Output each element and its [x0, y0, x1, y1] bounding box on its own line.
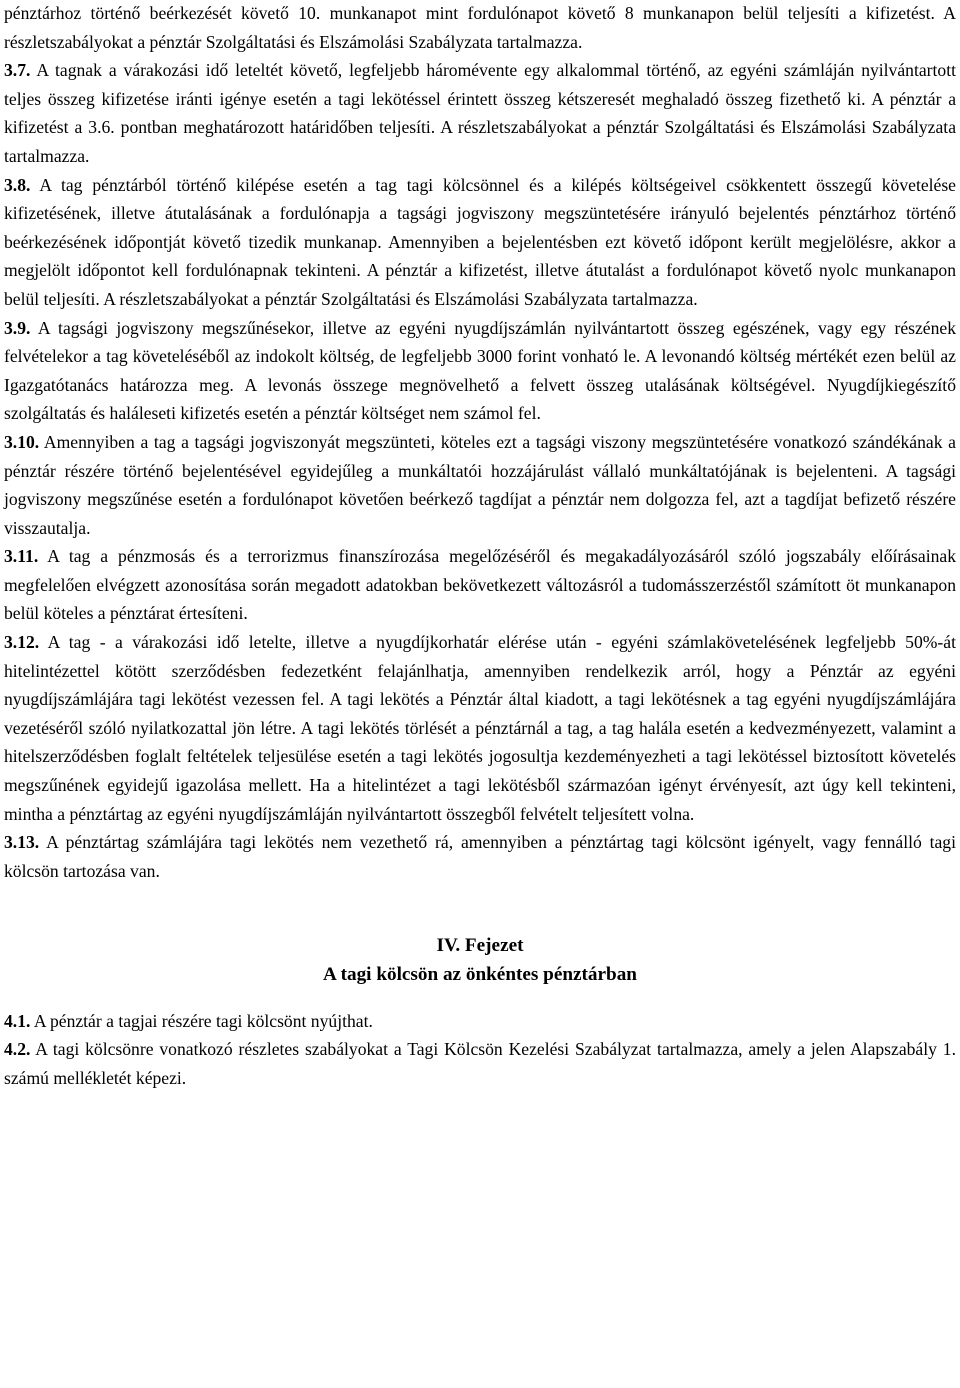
paragraph-number: 4.1.	[4, 1010, 31, 1031]
paragraph-number: 3.8.	[4, 174, 31, 195]
paragraph-3-12	[4, 628, 956, 828]
paragraph-text: A pénztár a tagjai részére tagi kölcsönt nyújthat.	[33, 1010, 373, 1031]
paragraph-number: 4.2.	[4, 1039, 31, 1060]
chapter-number: IV. Fejezet	[436, 935, 524, 957]
paragraph-number: 3.10.	[4, 431, 40, 452]
paragraph-text: pénztárhoz történő beérkezését követő 10. munkanapot mint fordulónapot követő 8 munkanapon belül teljesíti a kifizetést. A részletszabályokat a pénztár Szolgáltatási és Elszámolási Szabályzata tartalmazza.	[4, 3, 956, 52]
paragraph-continuation	[4, 0, 956, 56]
document-page	[4, 0, 956, 1092]
paragraph-4-2	[4, 1035, 956, 1092]
paragraph-3-8	[4, 171, 956, 314]
paragraph-text: Amennyiben a tag a tagsági jogviszonyát megszünteti, köteles ezt a tagsági viszony megszüntetésére vonatkozó szándékának a pénztár részére történő bejelentésével egyidejűleg a munkáltatói hozzájárulást vállaló munkáltatójának is bejelenteni. A tagsági jogviszony megszűnése esetén a fordulónapot követően beérkező tagdíjat a pénztár nem dolgozza fel, azt a tagdíjat befizető részére visszautalja.	[4, 431, 956, 538]
paragraph-number: 3.11.	[4, 546, 39, 567]
paragraph-3-13	[4, 828, 956, 885]
paragraph-text: A tag pénztárból történő kilépése esetén a tag tagi kölcsönnel és a kilépés költségeivel csökkentett összegű követelése kifizetésének, illetve átutalásának a fordulónapja a tagsági jogviszony megszüntetésére irányuló bejelentés pénztárhoz történő beérkezésének időpontját követő tizedik munkanap. Amennyiben a bejelentésben ezt követő időpont került megjelölésre, akkor a megjelölt időpontot kell fordulónapnak tekinteni. A pénztár a kifizetést, illetve átutalást a fordulónapot követő nyolc munkanapon belül teljesíti. A részletszabályokat a pénztár Szolgáltatási és Elszámolási Szabályzata tartalmazza.	[4, 174, 956, 309]
paragraph-number: 3.7.	[4, 60, 31, 81]
paragraph-3-11	[4, 542, 956, 628]
paragraph-text: A tagsági jogviszony megszűnésekor, illetve az egyéni nyugdíjszámlán nyilvántartott összeg egészének, vagy egy részének felvételekor a tag követeléséből az indokolt költség, de legfeljebb 3000 forint vonható le. A levonandó költség mértékét ezen belül az Igazgatótanács határozza meg. A levonás összege megnövelhető a felvett összeg utalásának költségével. Nyugdíjkiegészítő szolgáltatás és haláleseti kifizetés esetén a pénztár költséget nem számol fel.	[4, 317, 956, 424]
paragraph-number: 3.13.	[4, 832, 40, 853]
paragraph-text: A tag - a várakozási idő letelte, illetve a nyugdíjkorhatár elérése után - egyéni számlakövetelésének legfeljebb 50%-át hitelintézettel kötött szerződésben fedezetként felajánlhatja, amennyiben rendelkezik arról, hogy a Pénztár az egyéni nyugdíjszámlájára tagi lekötést vezessen fel. A tagi lekötés a Pénztár által kiadott, a tagi lekötésnek a tag egyéni nyugdíjszámlájára vezetéséről szóló nyilatkozattal jön létre. A tagi lekötés törlését a pénztárnál a tag, a tag halála esetén a kedvezményezett, valamint a hitelszerződésben foglalt feltételek teljesülése esetén a tagi lekötés jogosultja kezdeményezheti a tagi lekötéssel biztosított követelés megszűnének egyidejű igazolása mellett. Ha a hitelintézet a tagi lekötésből származóan igényt érvényesít, azt úgy kell tekinteni, mintha a pénztártag az egyéni nyugdíjszámláján nyilvántartott összegből felvételt teljesített volna.	[4, 632, 956, 824]
paragraph-text: A pénztártag számlájára tagi lekötés nem vezethető rá, amennyiben a pénztártag tagi kölcsönt igényelt, vagy fennálló tagi kölcsön tartozása van.	[4, 832, 956, 881]
paragraph-3-9	[4, 314, 956, 428]
paragraph-text: A tagnak a várakozási idő leteltét követő, legfeljebb háromévente egy alkalommal történő, az egyéni számláján nyilvántartott teljes összeg kifizetése iránti igénye esetén a tagi lekötéssel érintett összeg kétszeresét meghaladó összeg fizethető ki. A pénztár a kifizetést a 3.6. pontban meghatározott határidőben teljesíti. A részletszabályokat a pénztár Szolgáltatási és Elszámolási Szabályzata tartalmazza.	[4, 60, 956, 166]
paragraph-4-1	[4, 1007, 956, 1036]
paragraph-3-10	[4, 428, 956, 542]
paragraph-number: 3.12.	[4, 632, 40, 653]
chapter-title: A tagi kölcsön az önkéntes pénztárban	[323, 964, 637, 985]
paragraph-text: A tag a pénzmosás és a terrorizmus finanszírozása megelőzéséről és megakadályozásáról szóló jogszabály előírásainak megfelelően elvégzett azonosítása során megadott adatokban bekövetkezett változásról a tudomásszerzéstől számított öt munkanapon belül köteles a pénztárat értesíteni.	[4, 546, 956, 624]
paragraph-text: A tagi kölcsönre vonatkozó részletes szabályokat a Tagi Kölcsön Kezelési Szabályzat tartalmazza, amely a jelen Alapszabály 1. számú mellékletét képezi.	[4, 1039, 956, 1088]
paragraph-number: 3.9.	[4, 317, 31, 338]
paragraph-3-7	[4, 56, 956, 170]
